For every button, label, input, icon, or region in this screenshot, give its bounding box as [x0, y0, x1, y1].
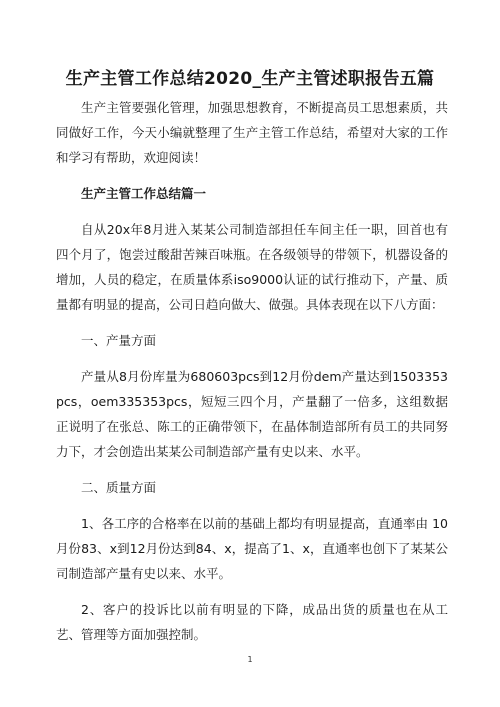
document-body	[56, 95, 448, 658]
paragraph-output: 产量从8月份库量为680603pcs到12月份dem产量达到1503353pcs，oem335353pcs，短短三四个月，产量翻了一倍多，这组数据正说明了在张总、陈工的正确带领下，在晶体制造部所有员工的共同努力下，才会创造出某某公司制造部产量有史以来、水平。	[56, 369, 448, 459]
section-heading: 生产主管工作总结篇一	[81, 186, 207, 201]
quality-item-2: 2、客户的投诉比以前有明显的下降，成品出货的质量也在从工艺、管理等方面加强控制。	[56, 602, 448, 642]
paragraph-1: 自从20x年8月进入某某公司制造部担任车间主任一职，回首也有四个月了，饱尝过酸甜苦辣百味瓶。在各级领导的带领下，机器设备的增加，人员的稳定，在质量体系iso9000认证的试行推动下，产量、质量都有明显的提高，公司日趋向做大、做强。具体表现在以下八方面：	[56, 222, 448, 312]
page-number: 1	[247, 655, 253, 664]
heading-quality: 二、质量方面	[81, 480, 157, 495]
quality-item-1: 1、各工序的合格率在以前的基础上都均有明显提高，直通率由 10月份83、x到12月份达到84、x，提高了1、x，直通率也创下了某某公司制造部产量有史以来、水平。	[56, 516, 448, 581]
heading-output: 一、产量方面	[81, 333, 157, 348]
intro-paragraph: 生产主管要强化管理，加强思想教育，不断提高员工思想素质，共同做好工作，今天小编就整理了生产主管工作总结，希望对大家的工作和学习有帮助，欢迎阅读！	[56, 100, 448, 165]
document-title: 生产主管工作总结2020_生产主管述职报告五篇	[65, 69, 435, 89]
